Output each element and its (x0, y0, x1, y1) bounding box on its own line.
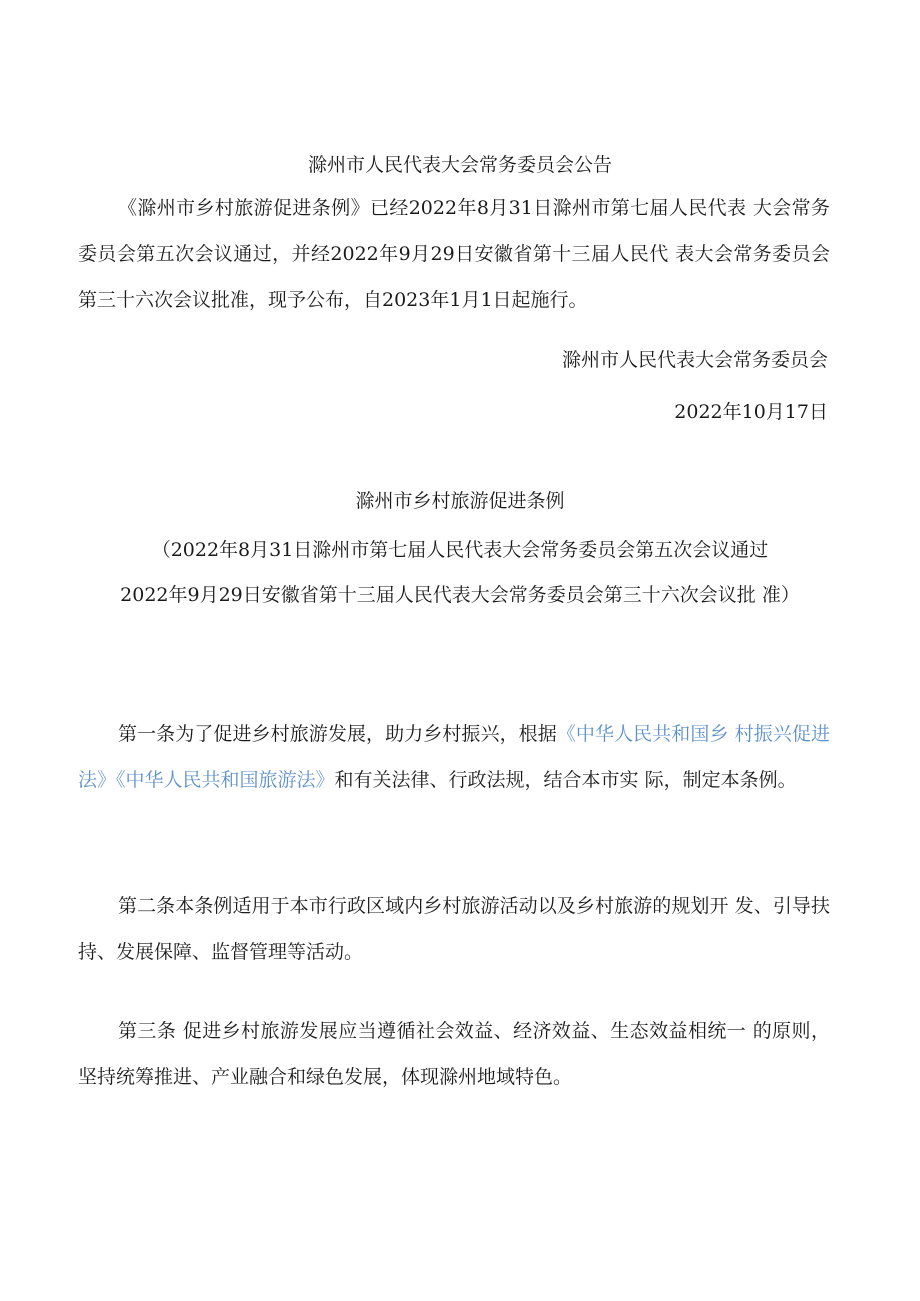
announcement-body: 《滁州市乡村旅游促进条例》已经2022年8月31日滁州市第七届人民代表 大会常务委员会第五次会议通过，并经2022年9月29日安徽省第十三届人民代 表大会常务委员会第三十六次会议批准，现予公布，自2023年1月1日起施行。 (78, 197, 830, 311)
law-link-tourism[interactable]: 《中华人民共和国旅游法》 (116, 769, 335, 791)
regulation-note-line1: （2022年8月31日滁州市第七届人民代表大会常务委员会第五次会议通过 (151, 539, 769, 561)
article-3: 第三条 促进乡村旅游发展应当遵循社会效益、经济效益、生态效益相统一 的原则，坚持统筹推进、产业融合和绿色发展，体现滁州地域特色。 (78, 1020, 830, 1088)
article-1-text-after: 和有关法律、行政法规，结合本市实 际，制定本条例。 (334, 769, 797, 791)
regulation-note-line2: 2022年9月29日安徽省第十三届人民代表大会常务委员会第三十六次会议批 准） (120, 584, 800, 606)
regulation-title: 滁州市乡村旅游促进条例 (355, 490, 565, 512)
announcement-date: 2022年10月17日 (674, 401, 828, 423)
announcement-issuer: 滁州市人民代表大会常务委员会 (561, 349, 828, 371)
article-2: 第二条本条例适用于本市行政区域内乡村旅游活动以及乡村旅游的规划开 发、引导扶持、发展保障、监督管理等活动。 (78, 895, 830, 963)
announcement-title: 滁州市人民代表大会常务委员会公告 (307, 154, 612, 176)
article-1-text-before: 第一条为了促进乡村旅游发展，助力乡村振兴，根据 (118, 723, 557, 745)
law-link-rural-revitalization[interactable]: 《中华人民共和国乡 村振兴促进法》 (78, 723, 830, 791)
article-1 (78, 711, 830, 803)
